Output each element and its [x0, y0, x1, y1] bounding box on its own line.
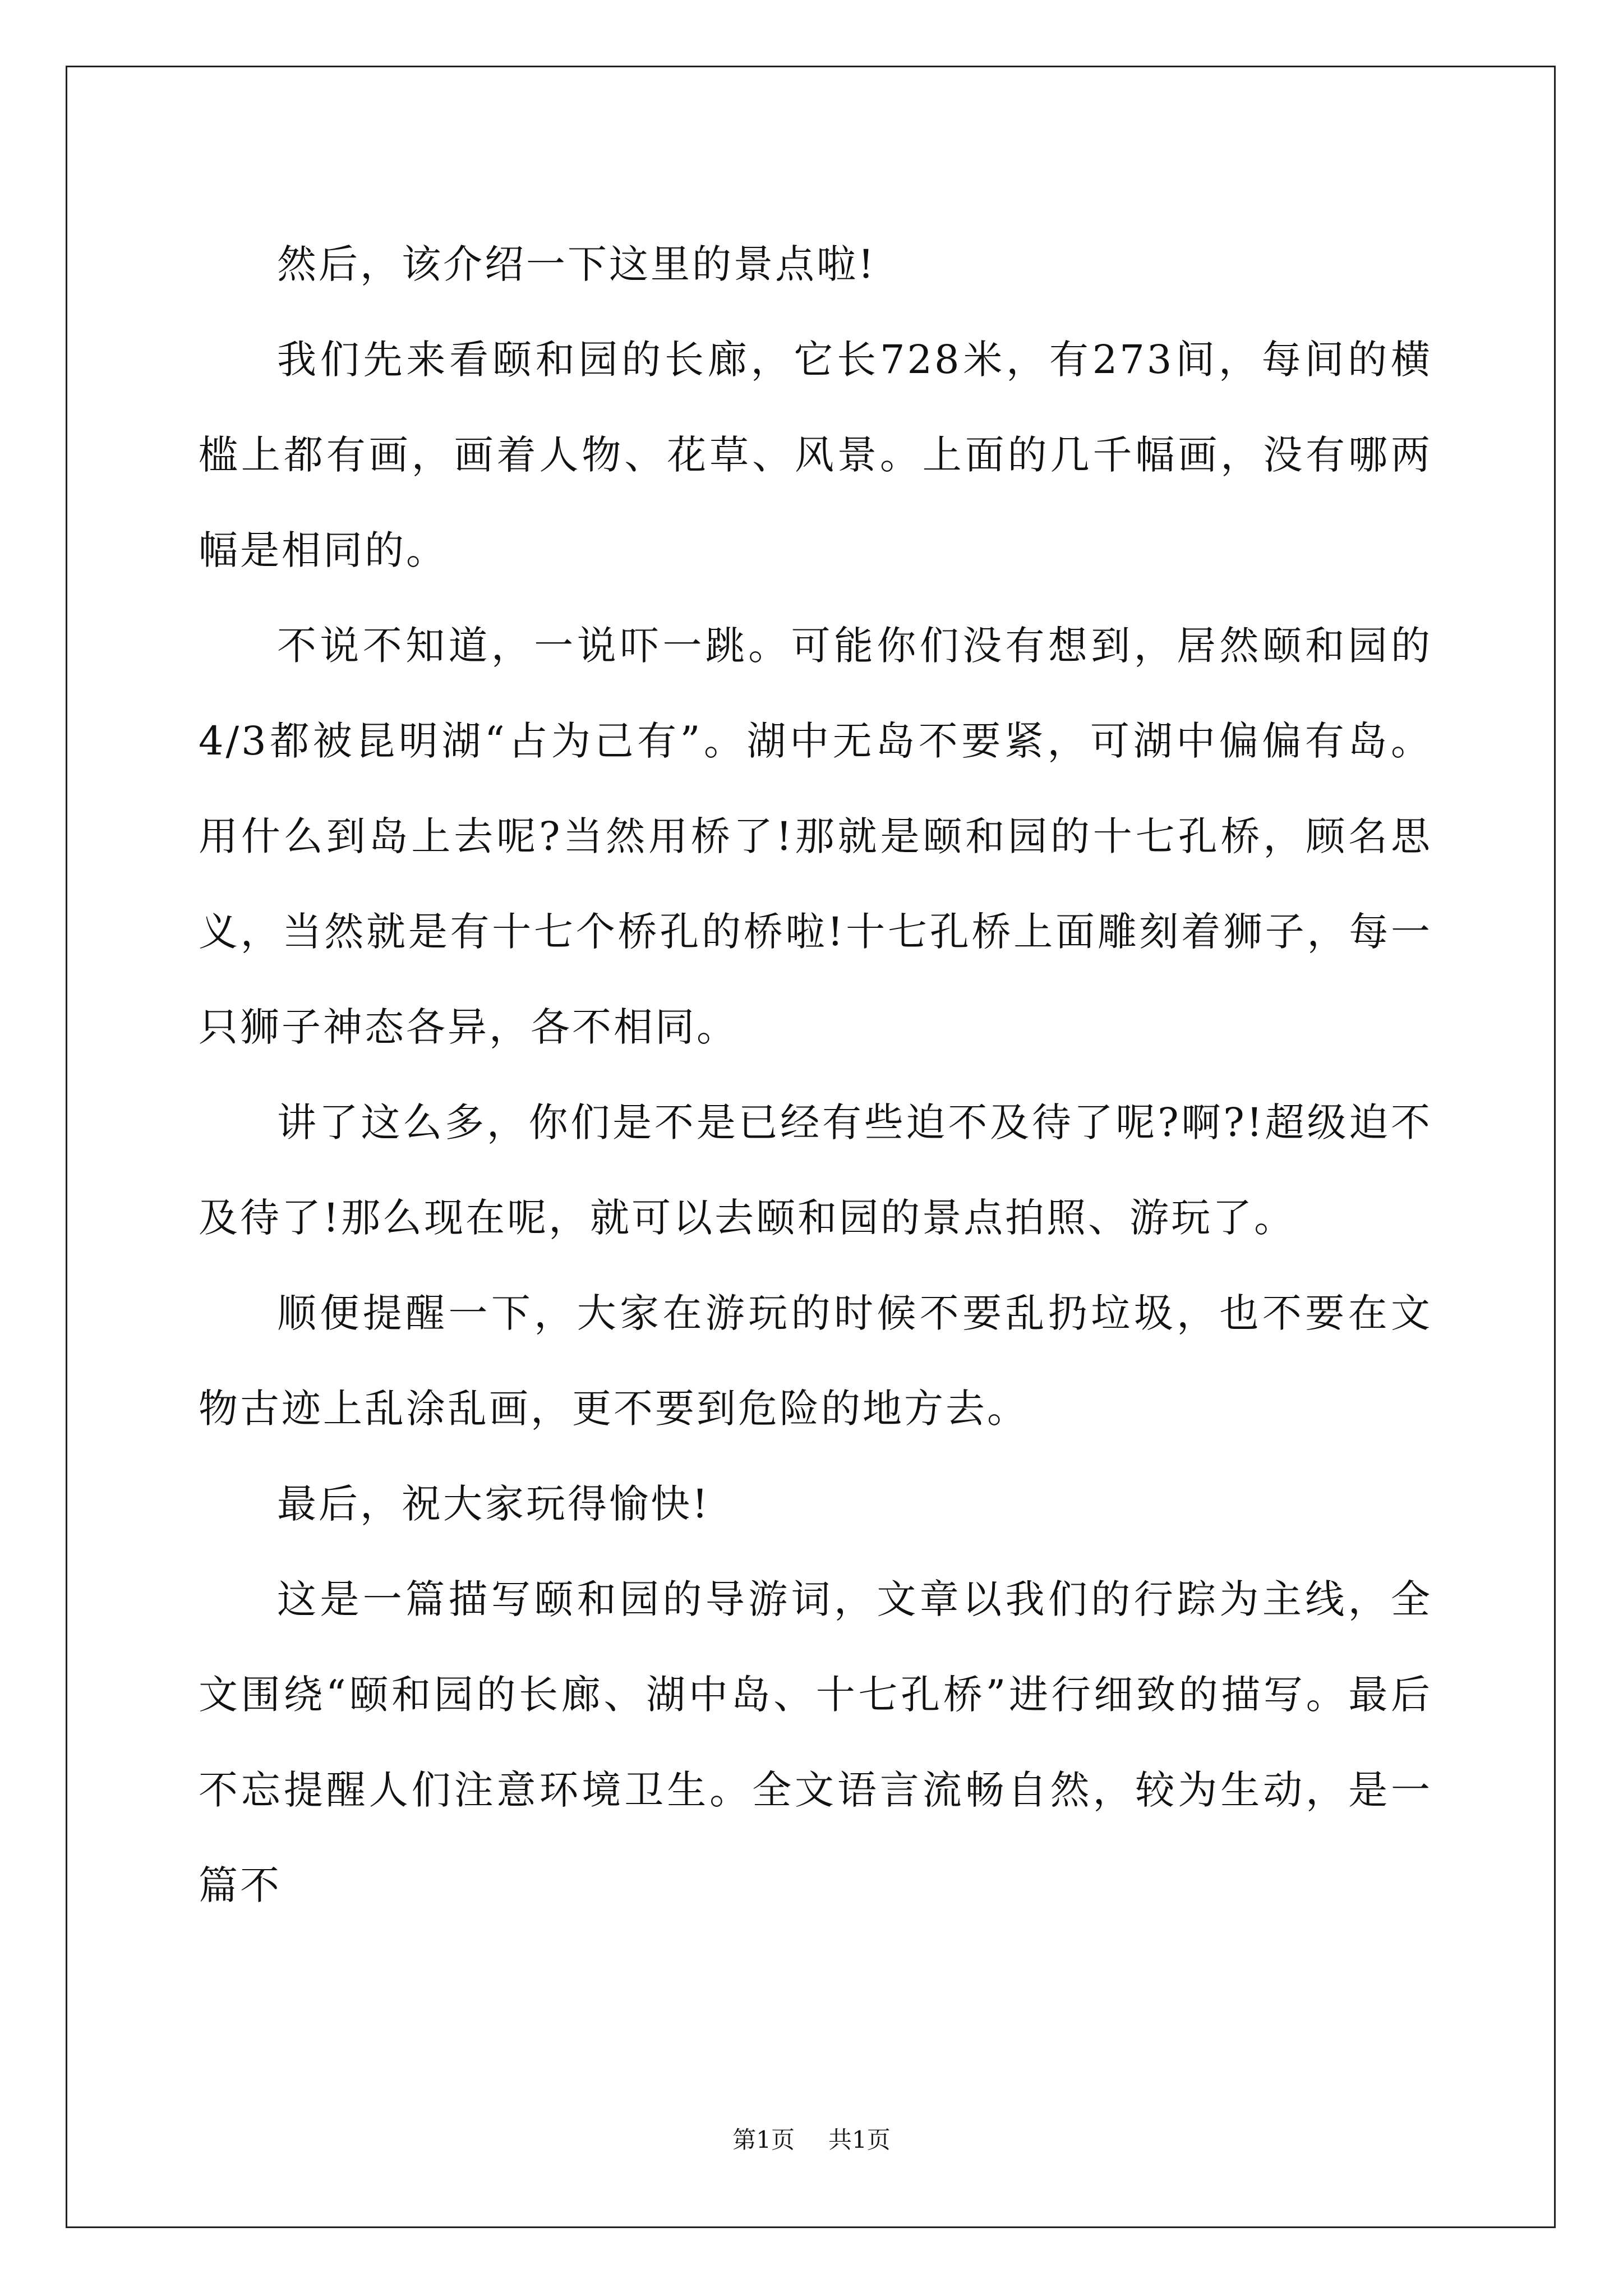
page-number: 第1页 — [732, 2126, 795, 2154]
paragraph: 这是一篇描写颐和园的导游词，文章以我们的行踪为主线，全文围绕“颐和园的长廊、湖中岛、十七孔桥”进行细致的描写。最后不忘提醒人们注意环境卫生。全文语言流畅自然，较为生动，是一篇不 — [199, 1576, 1432, 1908]
paragraph: 然后，该介绍一下这里的景点啦! — [277, 241, 877, 287]
paragraph: 我们先来看颐和园的长廊，它长728米，有273间，每间的横槛上都有画，画着人物、花草、风景。上面的几千幅画，没有哪两幅是相同的。 — [199, 337, 1432, 573]
paragraph: 最后，祝大家玩得愉快! — [277, 1481, 711, 1527]
paragraph: 讲了这么多，你们是不是已经有些迫不及待了呢?啊?!超级迫不及待了!那么现在呢，就可以去颐和园的景点拍照、游玩了。 — [199, 1099, 1432, 1241]
page-total: 共1页 — [828, 2126, 891, 2154]
page-footer — [0, 2123, 1623, 2157]
document-body — [199, 217, 1432, 1933]
paragraph: 不说不知道，一说吓一跳。可能你们没有想到，居然颐和园的4/3都被昆明湖“占为己有”。湖中无岛不要紧，可湖中偏偏有岛。用什么到岛上去呢?当然用桥了!那就是颐和园的十七孔桥，顾名思义，当然就是有十七个桥孔的桥啦!十七孔桥上面雕刻着狮子，每一只狮子神态各异，各不相同。 — [199, 623, 1432, 1050]
paragraph: 顺便提醒一下，大家在游玩的时候不要乱扔垃圾，也不要在文物古迹上乱涂乱画，更不要到危险的地方去。 — [199, 1290, 1432, 1432]
